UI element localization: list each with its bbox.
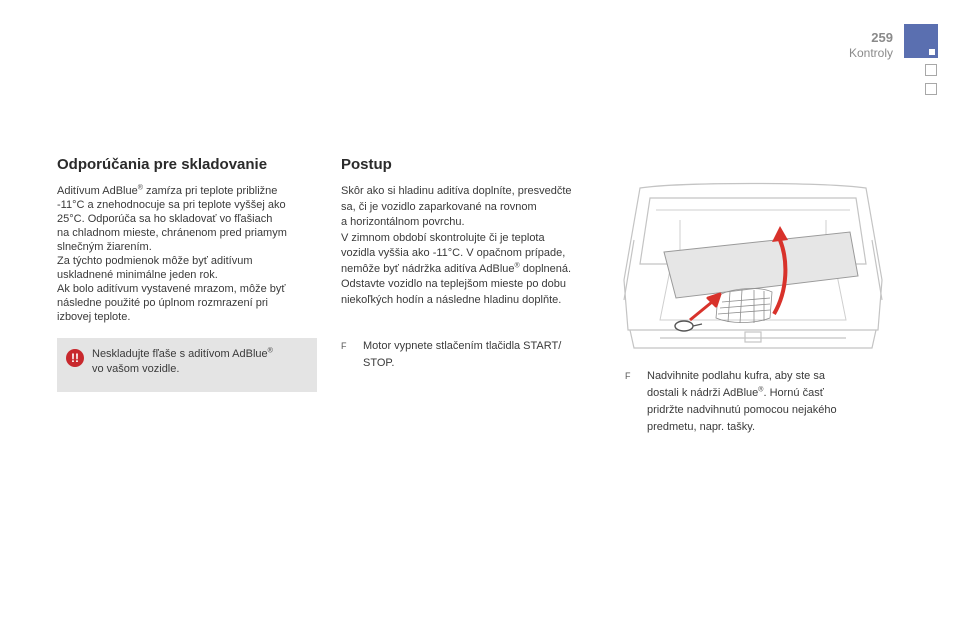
step-line: Nadvihnite podlahu kufra, aby ste sa <box>647 370 825 382</box>
procedure-title: Postup <box>341 156 392 173</box>
procedure-line: a horizontálnom povrchu. <box>341 216 465 228</box>
lifted-floor-panel <box>664 232 858 298</box>
warning-note <box>57 338 317 392</box>
storage-line: následne použité po úplnom rozmrazení pri <box>57 297 268 309</box>
step-line: STOP. <box>363 357 395 369</box>
warning-text <box>92 347 312 377</box>
storage-title: Odporúčania pre skladovanie <box>57 156 268 173</box>
storage-section <box>57 158 319 324</box>
section-title: Kontroly <box>848 46 893 60</box>
warning-icon: !! <box>66 349 84 367</box>
bullet-arrow-icon: F <box>341 341 347 351</box>
procedure-line: vozidla vyššia ako -11°C. V opačnom prípade, <box>341 247 566 259</box>
step-line: . Hornú časť <box>763 387 824 399</box>
procedure-line: Odstavte vozidlo na teplejšom mieste po dobu <box>341 278 567 290</box>
lift-arrow-head <box>772 226 788 242</box>
registered-mark: ® <box>137 184 143 192</box>
procedure-line: Skôr ako si hladinu aditíva doplníte, presvedčte <box>341 185 572 197</box>
storage-grid <box>716 289 772 323</box>
step-line: Motor vypnete stlačením tlačidla START/ <box>363 340 562 352</box>
warning-line: vo vašom vozidle. <box>92 363 180 375</box>
storage-line: Aditívum AdBlue <box>57 185 138 197</box>
trunk-illustration <box>620 180 886 352</box>
red-arrow-icon <box>690 294 720 320</box>
registered-mark: ® <box>514 261 520 269</box>
section-tab-empty-2[interactable] <box>925 83 937 95</box>
storage-line: 25°C. Odporúča sa ho skladovať vo fľašiach <box>57 213 273 225</box>
storage-line: -11°C a znehodnocuje sa pri teplote vyššej ako <box>57 199 286 211</box>
step-line: dostali k nádrži AdBlue <box>647 387 759 399</box>
procedure-line: nemôže byť nádržka aditíva AdBlue <box>341 262 515 275</box>
procedure-line: niekoľkých hodín a následne hladinu doplňte. <box>341 293 562 306</box>
step-line: pridržte nadvihnutú pomocou nejakého <box>647 404 837 416</box>
warning-line: Neskladujte fľaše s aditívom AdBlue <box>92 348 268 360</box>
storage-line: Za týchto podmienok môže byť aditívum <box>57 255 253 267</box>
procedure-paragraph <box>341 184 603 308</box>
procedure-line: sa, či je vozidlo zaparkované na rovnom <box>341 200 537 213</box>
registered-mark: ® <box>758 386 764 394</box>
procedure-line: V zimnom období skontrolujte či je teplota <box>341 231 545 244</box>
section-tab-empty-1[interactable] <box>925 64 937 76</box>
storage-paragraph <box>57 184 319 324</box>
bullet-arrow-icon: F <box>625 371 631 381</box>
section-tab[interactable] <box>904 24 938 58</box>
storage-line: Ak bolo aditívum vystavené mrazom, môže byť <box>57 283 286 295</box>
page-number: 259 <box>871 30 893 45</box>
tab-marker <box>929 49 935 55</box>
storage-line: izbovej teplote. <box>57 311 131 323</box>
procedure-section <box>341 158 603 308</box>
storage-line: slnečným žiarením. <box>57 241 152 253</box>
storage-line: uskladnené minimálne jeden rok. <box>57 269 218 281</box>
procedure-line: doplnená. <box>519 262 572 275</box>
step-line: predmetu, napr. tašky. <box>647 421 756 433</box>
storage-line: zamŕza pri teplote približne <box>142 185 278 197</box>
storage-line: na chladnom mieste, chránenom pred priamym <box>57 227 287 239</box>
registered-mark: ® <box>267 347 273 355</box>
